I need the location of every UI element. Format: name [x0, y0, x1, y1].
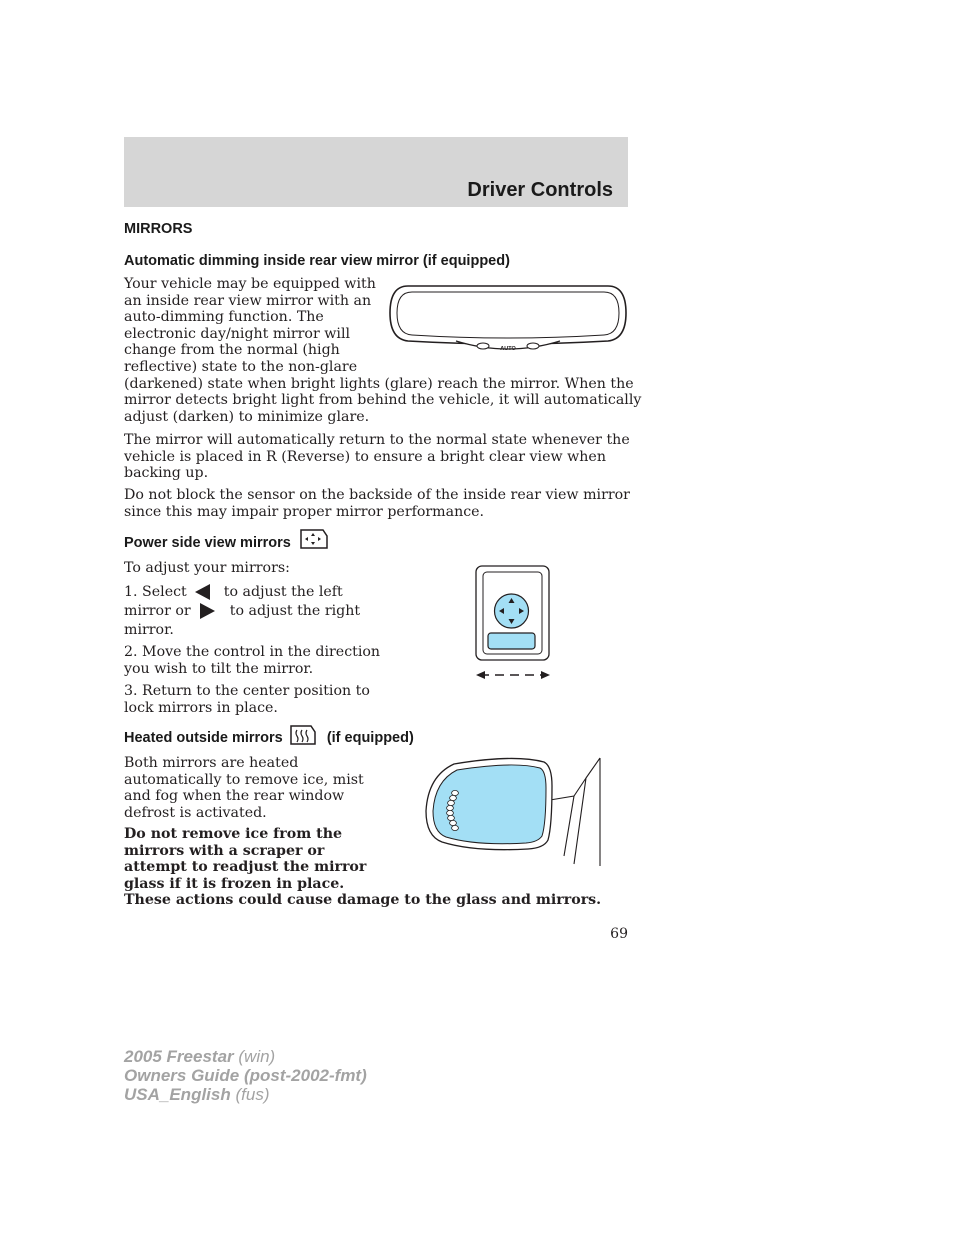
right-mirror-select-icon: [197, 602, 217, 620]
footer-language: USA_English: [124, 1085, 231, 1104]
auto-dimming-paragraph-3: [124, 487, 630, 520]
section-title: MIRRORS: [124, 221, 193, 237]
text-line: (darkened) state when bright lights (glare) reach the mirror. When the: [124, 375, 634, 392]
text-line: reflective) state to the non-glare: [124, 358, 358, 375]
warning-line: attempt to readjust the mirror: [124, 859, 367, 876]
power-mirrors-step-2: [124, 644, 380, 677]
text-line: Both mirrors are heated: [124, 755, 299, 771]
heated-mirrors-paragraph: [124, 755, 364, 821]
footer-model: 2005 Freestar: [124, 1047, 234, 1066]
text-line: and fog when the rear window: [124, 788, 345, 805]
heated-mirrors-heading: [124, 730, 414, 746]
footer-language-code: (fus): [235, 1085, 270, 1104]
step-1-text: mirror.: [124, 622, 174, 638]
text-line: Do not block the sensor on the backside of the inside rear view mirror: [124, 487, 630, 503]
text-line: 3. Return to the center position to: [124, 683, 370, 699]
text-line: change from the normal (high: [124, 342, 340, 359]
text-line: Your vehicle may be equipped with: [124, 276, 376, 292]
page-number: 69: [610, 926, 628, 942]
power-mirror-control-illustration: [472, 562, 554, 686]
heated-mirrors-heading-suffix: (if equipped): [326, 730, 414, 746]
text-line: adjust (darken) to minimize glare.: [124, 408, 370, 425]
power-mirrors-heading: [124, 535, 329, 551]
text-line: mirror detects bright light from behind the vehicle, it will automatically: [124, 392, 642, 409]
auto-button-label: AUTO: [500, 346, 516, 352]
left-mirror-select-icon: [193, 583, 213, 601]
footer-guide: Owners Guide (post-2002-fmt): [124, 1066, 367, 1085]
warning-line: These actions could cause damage to the glass and mirrors.: [124, 892, 602, 909]
text-line: backing up.: [124, 465, 209, 482]
step-1-text: to adjust the right: [229, 603, 361, 619]
document-footer: [124, 1047, 367, 1104]
text-line: lock mirrors in place.: [124, 699, 278, 716]
text-line: defrost is activated.: [124, 804, 267, 821]
step-1-text: mirror or: [124, 603, 191, 619]
text-line: vehicle is placed in R (Reverse) to ensure a bright clear view when: [124, 448, 606, 465]
warning-line: mirrors with a scraper or: [124, 842, 325, 859]
warning-line: Do not remove ice from the: [124, 826, 343, 842]
auto-dimming-paragraph-2: [124, 432, 630, 482]
warning-line: glass if it is frozen in place.: [124, 875, 345, 892]
text-line: since this may impair proper mirror performance.: [124, 503, 485, 520]
text-line: The mirror will automatically return to the normal state whenever the: [124, 432, 630, 448]
power-mirrors-intro: To adjust your mirrors:: [124, 560, 290, 576]
page-title: Driver Controls: [467, 179, 613, 201]
header-band: [124, 137, 628, 207]
step-1-text: 1. Select: [124, 584, 187, 600]
text-line: automatically to remove ice, mist: [124, 771, 364, 788]
heated-side-mirror-illustration: [424, 756, 606, 866]
heated-mirrors-heading-text: Heated outside mirrors: [124, 730, 283, 746]
power-mirrors-heading-text: Power side view mirrors: [124, 535, 291, 551]
text-line: you wish to tilt the mirror.: [124, 660, 314, 677]
text-line: 2. Move the control in the direction: [124, 644, 381, 660]
text-line: auto-dimming function. The: [124, 309, 324, 326]
rear-view-mirror-illustration: [386, 283, 630, 358]
power-mirrors-step-3: [124, 683, 370, 716]
auto-dimming-heading: Automatic dimming inside rear view mirror (if equipped): [124, 253, 510, 269]
power-mirror-control-icon: [299, 528, 329, 550]
text-line: electronic day/night mirror will: [124, 325, 351, 342]
footer-model-code: (win): [238, 1047, 276, 1066]
heated-mirror-defrost-icon: [289, 724, 317, 746]
text-line: an inside rear view mirror with an: [124, 292, 372, 309]
power-mirrors-step-1: [124, 583, 360, 640]
step-1-text: to adjust the left: [223, 584, 343, 600]
